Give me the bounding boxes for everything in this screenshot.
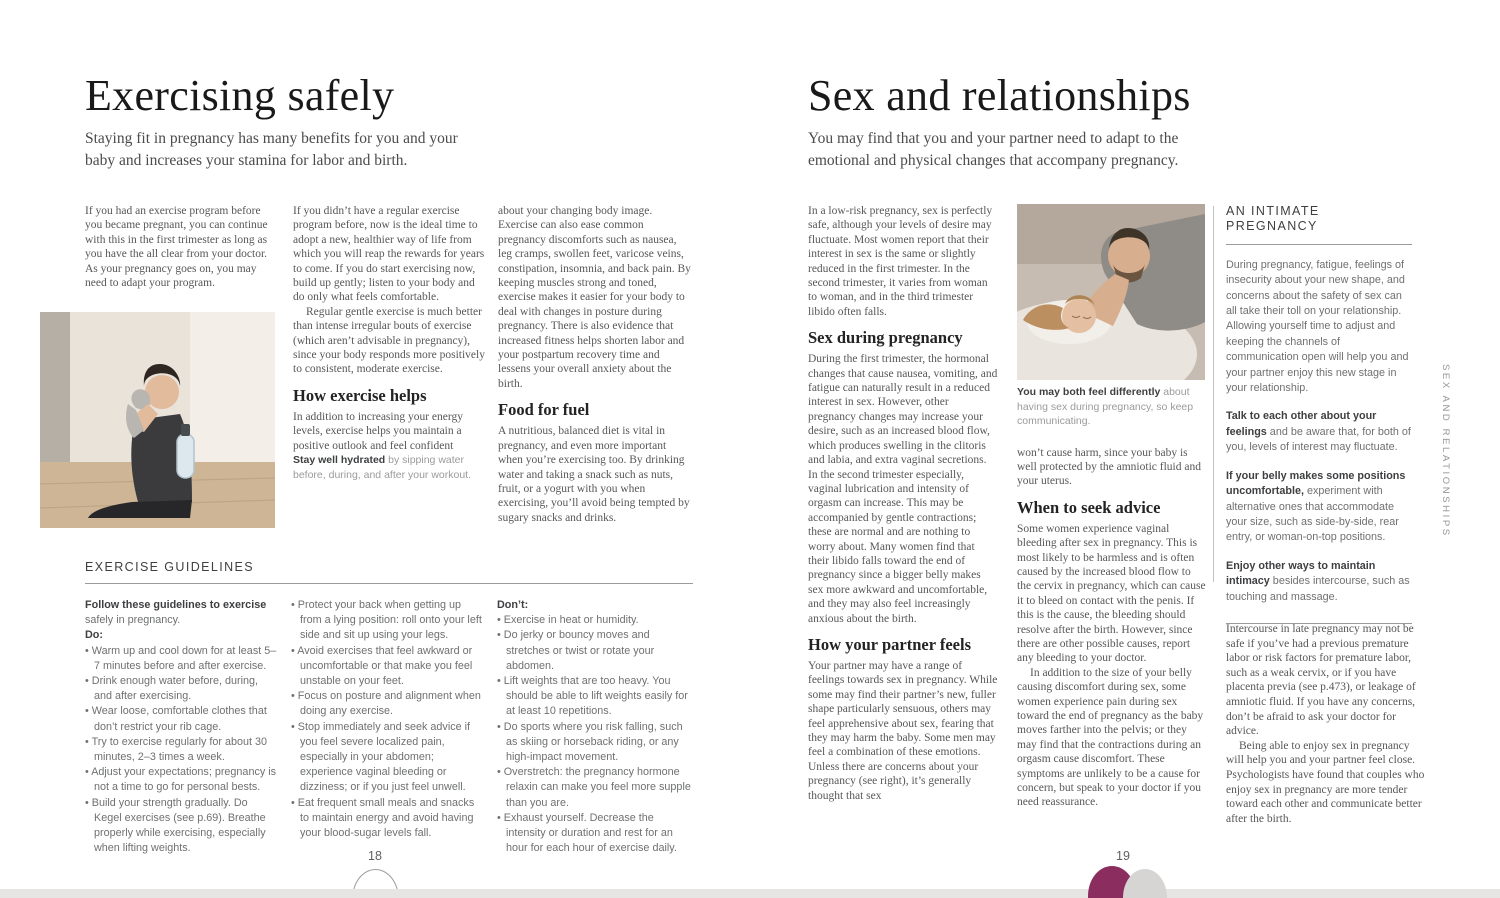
bullet-item: • Do sports where you risk falling, such as skiing or horseback riding, or any high-impact movement. <box>497 720 692 766</box>
sidebar-paragraph: During pregnancy, fatigue, feelings of insecurity about your new shape, and concerns about the safety of sex can all take their toll on your relationship. Allowing yourself time to adjust and keeping the channels of communication open will help you and your partner enjoy this new stage in your relationship. <box>1226 258 1409 395</box>
body-paragraph: In addition to increasing your energy levels, exercise helps you maintain a positive outlook and feel confident <box>293 410 464 452</box>
bullet-item: • Adjust your expectations; pregnancy is not a time to go for personal bests. <box>85 765 277 795</box>
body-paragraph: Regular gentle exercise is much better than intense irregular bouts of exercise (which aren’t advisable in pregnancy), since your body responds more positively to consistent, moderate exercise. <box>293 305 485 376</box>
bullet-item: • Avoid exercises that feel awkward or uncomfortable or that make you feel unstable on your feet. <box>291 644 483 690</box>
section-heading: When to seek advice <box>1017 497 1161 517</box>
photo-caption: Stay well hydrated by sipping water before, during, and after your workout. <box>293 454 472 481</box>
bottom-strip <box>0 889 1500 898</box>
guidelines-header: EXERCISE GUIDELINES <box>85 560 255 574</box>
bullet-item: • Eat frequent small meals and snacks to maintain energy and avoid having your blood-sugar levels fall. <box>291 796 483 842</box>
body-paragraph: won’t cause harm, since your baby is well protected by the amniotic fluid and your uterus. <box>1017 446 1201 488</box>
bullet-item: • Drink enough water before, during, and after exercising. <box>85 674 277 704</box>
bullet-item: • Build your strength gradually. Do Kegel exercises (see p.69). Breathe properly while exercising, especially when lifting weights. <box>85 796 277 857</box>
body-paragraph: Being able to enjoy sex in pregnancy will help you and your partner feel close. Psychologists have found that couples who enjoy sex in pregnancy are more tender toward each other and communicate better after the birth. <box>1226 739 1425 825</box>
body-paragraph: If you didn’t have a regular exercise program before, now is the ideal time to adopt a new, healthier way of life from which you will reap the rewards for years to come. If you do start exercising now, build up gently; listen to your body and do only what feels comfortable. <box>293 205 485 304</box>
right-column-1 <box>808 204 998 803</box>
section-heading: How your partner feels <box>808 634 971 654</box>
do-label: Do: <box>85 629 103 642</box>
bullet-item: • Exhaust yourself. Decrease the intensity or duration and rest for an hour for each hour of exercise daily. <box>497 811 692 857</box>
left-column-1 <box>85 204 277 290</box>
column-divider <box>1213 206 1214 582</box>
guidelines-intro: Follow these guidelines to exercise safely in pregnancy. <box>85 599 267 627</box>
sidebar-panel <box>1226 204 1412 624</box>
edge-tab-label: SEX AND RELATIONSHIPS <box>1440 364 1451 538</box>
body-paragraph: In a low-risk pregnancy, sex is perfectly safe, although your levels of desire may fluctuate. Most women report that their interest in sex is the same or slightly reduced in the first trimester. In the second trimester, it varies from woman to woman, and in the third trimester libido often falls. <box>808 205 993 318</box>
guidelines-col-1 <box>85 598 277 856</box>
bullet-item: • Protect your back when getting up from a lying position: roll onto your left side and sit up using your legs. <box>291 598 483 644</box>
dont-label: Don’t: <box>497 599 529 611</box>
page-number-right: 19 <box>1116 849 1130 863</box>
bullet-item: • Warm up and cool down for at least 5–7 minutes before and after exercise. <box>85 644 277 674</box>
bullet-item: • Overstretch: the pregnancy hormone relaxin can make you feel more supple than you are. <box>497 765 692 811</box>
bullet-item: • Try to exercise regularly for about 30 minutes, 2–3 times a week. <box>85 735 277 765</box>
section-heading: How exercise helps <box>293 385 427 405</box>
body-paragraph: about your changing body image. Exercise can also ease common pregnancy discomforts such as nausea, leg cramps, swollen feet, varicose veins, constipation, insomnia, and back pain. By keeping muscles strong and toned, exercise makes it easier for your body to deal with changes in posture during pregnancy. There is also evidence that increased fitness helps shorten labor and your postpartum recovery time and lessens your overall anxiety about the birth. <box>498 205 691 390</box>
photo-woman-exercising <box>40 312 275 528</box>
sidebar-paragraph: If your belly makes some positions uncomfortable, experiment with alternative ones that accommodate your size, such as side-by-side, rear entry, or woman-on-top positions. <box>1226 469 1406 544</box>
do-list-continued <box>291 598 483 841</box>
photo-couple-embracing <box>1017 204 1205 380</box>
page-title: Exercising safely <box>85 71 395 120</box>
body-paragraph: In addition to the size of your belly causing discomfort during sex, some women experience pain during sex toward the end of pregnancy as the baby moves farther into the pelvis; or they may find that the contractions during an orgasm cause discomfort. These symptoms are unlikely to be a cause for concern, but speak to your doctor if you need reassurance. <box>1017 666 1204 809</box>
bullet-item: • Focus on posture and alignment when doing any exercise. <box>291 689 483 719</box>
guidelines-col-2 <box>291 598 483 856</box>
body-paragraph: During the first trimester, the hormonal changes that cause nausea, vomiting, and fatigue can naturally result in a reduced interest in sex. However, other pregnancy changes may increase your desire, such as an increased blood flow, which produces swelling in the clitoris and labia, and extra vaginal secretions. In the second trimester especially, vaginal lubrication and intensity of orgasm can increase. This may be accompanied by gentle contractions; these are normal and are nothing to worry about. Many women find that their libido falls toward the end of pregnancy since a bigger belly makes sex more awkward and uncomfortable, and they may also feel increasingly anxious about the birth. <box>808 353 998 625</box>
body-paragraph: A nutritious, balanced diet is vital in pregnancy, and even more important when you’re exercising too. By drinking water and taking a snack such as nuts, fruit, or a yogurt with you when exercising, you’ll avoid being tempted by sugary snacks and drinks. <box>498 425 690 524</box>
photo-caption: You may both feel differently about having sex during pregnancy, so keep communicating. <box>1017 386 1194 427</box>
guidelines-col-3 <box>497 598 692 856</box>
body-paragraph: If you had an exercise program before you became pregnant, you can continue with this in the first trimester as long as you have the all clear from your doctor. As your pregnancy goes on, you may need to adapt your program. <box>85 205 268 290</box>
decor-ellipse-gray <box>1123 869 1167 898</box>
section-heading: Food for fuel <box>498 400 590 420</box>
body-paragraph: Your partner may have a range of feelings towards sex in pregnancy. While some may find their partner’s new, fuller shape particularly sensuous, others may feel apprehensive about sex, fearing that they may harm the baby. Some men may feel a combination of these emotions. Unless there are concerns about your pregnancy (see right), it’s generally thought that sex <box>808 659 998 802</box>
body-paragraph: Intercourse in late pregnancy may not be safe if you’ve had a previous premature labor or risk factors for premature labor, such as a weak cervix, or if you have placenta previa (see p.473), or leakage of amniotic fluid. If you have any concerns, don’t be afraid to ask your doctor for advice. <box>1226 623 1416 738</box>
standfirst: You may find that you and your partner need to adapt to the emotional and physical changes that accompany pregnancy. <box>808 130 1179 169</box>
bullet-item: • Lift weights that are too heavy. You should be able to lift weights easily for at least 10 repetitions. <box>497 674 692 720</box>
page-title: Sex and relationships <box>808 71 1191 120</box>
bullet-item: • Exercise in heat or humidity. <box>497 613 692 628</box>
bullet-item: • Stop immediately and seek advice if you feel severe localized pain, especially in your abdomen; experience vaginal bleeding or dizziness; or if you just feel unwell. <box>291 720 483 796</box>
section-heading: Sex during pregnancy <box>808 328 963 348</box>
bullet-item: • Wear loose, comfortable clothes that don’t restrict your rib cage. <box>85 704 277 734</box>
right-column-2 <box>1017 385 1207 810</box>
standfirst: Staying fit in pregnancy has many benefits for you and your baby and increases your stamina for labor and birth. <box>85 130 458 169</box>
sidebar-paragraph: Enjoy other ways to maintain intimacy besides intercourse, such as touching and massage. <box>1226 559 1410 603</box>
dont-list <box>497 613 692 856</box>
do-list <box>85 644 277 857</box>
sidebar-paragraph: Talk to each other about your feelings and be aware that, for both of you, levels of interest may fluctuate. <box>1226 410 1411 454</box>
bullet-item: • Do jerky or bouncy moves and stretches or twist or rotate your abdomen. <box>497 628 692 674</box>
guidelines-panel <box>85 560 693 856</box>
left-column-3 <box>498 204 693 525</box>
left-column-2 <box>293 204 485 482</box>
body-paragraph: Some women experience vaginal bleeding after sex in pregnancy. This is most likely to be harmless and is often caused by the increased blood flow to the cervix in pregnancy, which can cause it to bleed on contact with the penis. If this is the cause, the bleeding should resolve after the birth. However, since there are other possible causes, report any bleeding to your doctor. <box>1017 522 1206 665</box>
outro-text <box>1226 622 1425 826</box>
divider <box>85 583 693 584</box>
sidebar-header: AN INTIMATE PREGNANCY <box>1226 204 1412 245</box>
page-number-left: 18 <box>368 849 382 863</box>
